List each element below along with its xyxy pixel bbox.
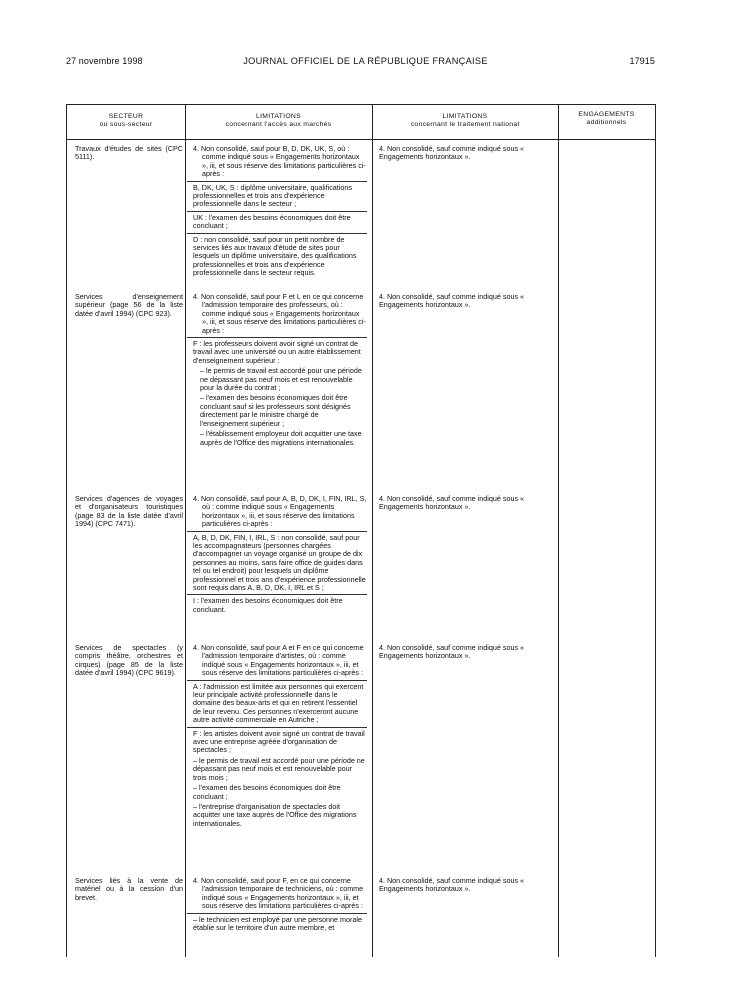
market-access-cell: 4. Non consolidé, sauf pour A et F en ce qui concerne l'admission temporaire d'artistes, où : comme indiqué sous « Engagements horizontaux », iii, et sous réserve des limitations particulières ci-après : A : l'admission est limitée aux personnes qui exercent leur principale activité professionnelle dans le domaine des beaux-arts et qui en retirent l'essentiel de leur revenu. Ces personnes n'exerceront aucune autre activité commerciale en Autriche ; F : les artistes doivent avoir signé un contrat de travail avec une entreprise agréée d'organisation de spectacles ; – le permis de travail est accordé pour une période ne dépassant pas neuf mois et est renouvelable pour trois mois ; – l'examen des besoins économiques doit être concluant ; – l'entreprise d'organisation de spectacles doit acquitter une taxe auprès de l'Office des migrations internationales. <box>193 644 367 830</box>
journal-title: JOURNAL OFFICIEL DE LA RÉPUBLIQUE FRANÇAISE <box>243 56 488 66</box>
national-treatment-cell: 4. Non consolidé, sauf comme indiqué sous « Engagements horizontaux ». <box>379 494 525 512</box>
column-header-sector: SECTEUR ou sous-secteur <box>99 113 153 128</box>
sector-cell: Services de spectacles (y compris théâtre, orchestres et cirques) (page 85 de la liste datée d'avril 1994) (CPC 9619). <box>75 643 183 678</box>
national-treatment-cell: 4. Non consolidé, sauf comme indiqué sous « Engagements horizontaux ». <box>379 144 525 162</box>
sector-cell: Services d'agences de voyages et d'organisateurs touristiques (page 83 de la liste datée d'avril 1994) (CPC 7471). <box>75 494 183 529</box>
sector-cell: Services liés à la vente de matériel ou à la cession d'un brevet. <box>75 876 183 902</box>
column-header-national-treatment: LIMITATIONS concernant le traitement national <box>410 113 520 128</box>
sector-cell: Travaux d'études de sites (CPC 5111). <box>75 144 183 162</box>
market-access-cell: 4. Non consolidé, sauf pour B, D, DK, UK, S, où : comme indiqué sous « Engagements horizontaux », iii, et sous réserve des limitations particulières ci-après : B, DK, UK, S : diplôme universitaire, qualifications professionnelles et trois ans d'expérience professionnelle dans le secteur ; UK : l'examen des besoins économiques doit être concluant ; D : non consolidé, sauf pour un petit nombre de services liés aux travaux d'étude de sites pour lesquels un diplôme universitaire, des qualifications professionnelles et trois ans d'expérience professionnelle dans le secteur requis. <box>193 145 367 280</box>
commitments-table <box>66 104 656 957</box>
market-access-cell: 4. Non consolidé, sauf pour F, en ce qui concerne l'admission temporaire de techniciens, où : comme indiqué sous « Engagements horizontaux », iii, et sous réserve des limitations particulières ci-après : – le technicien est employé par une personne morale établie sur le territoire d'un autre membre, et <box>193 877 367 934</box>
national-treatment-cell: 4. Non consolidé, sauf comme indiqué sous « Engagements horizontaux ». <box>379 876 525 894</box>
column-divider <box>185 105 186 957</box>
header-date: 27 novembre 1998 <box>66 56 143 66</box>
national-treatment-cell: 4. Non consolidé, sauf comme indiqué sous « Engagements horizontaux ». <box>379 292 525 310</box>
column-header-additional-commitments: ENGAGEMENTS additionnels <box>578 111 635 126</box>
sector-cell: Services d'enseignement supérieur (page 56 de la liste datée d'avril 1994) (CPC 923). <box>75 292 183 318</box>
market-access-cell: 4. Non consolidé, sauf pour F et L en ce qui concerne l'admission temporaire des professeurs, où : comme indiqué sous « Engagements horizontaux », iii, et sous réserve des limitations particulières ci-après : F : les professeurs doivent avoir signé un contrat de travail avec une université ou un autre établissement d'enseignement supérieur : – le permis de travail est accordé pour une période ne dépassant pas neuf mois et est renouvelable pour la durée du contrat ; – l'examen des besoins économiques doit être concluant sauf si les professeurs sont désignés directement par le ministre chargé de l'enseignement supérieur ; – l'établissement employeur doit acquitter une taxe auprès de l'Office des migrations internationales. <box>193 293 367 449</box>
national-treatment-cell: 4. Non consolidé, sauf comme indiqué sous « Engagements horizontaux ». <box>379 643 525 661</box>
header-divider <box>67 139 655 140</box>
page-number: 17915 <box>629 56 655 66</box>
column-divider <box>558 105 559 957</box>
market-access-cell: 4. Non consolidé, sauf pour A, B, D, DK, I, FIN, IRL, S, où : comme indiqué sous « Engagements horizontaux », iii, et sous réserve des limitations particulières ci-après : A, B, D, DK, FIN, I, IRL, S : non consolidé, sauf pour les accompagnateurs (personnes chargées d'accompagner un voyage organisé un groupe de dix personnes au moins, sans faire office de guides dans tel ou tel endroit) pour lesquels un diplôme professionnel et trois ans d'expérience professionnelle sont requis dans A, B, D, DK, I, IRL et S ; I : l'examen des besoins économiques doit être concluant. <box>193 495 367 616</box>
column-divider <box>372 105 373 957</box>
column-header-market-access: LIMITATIONS concernant l'accès aux marchés <box>225 113 332 128</box>
